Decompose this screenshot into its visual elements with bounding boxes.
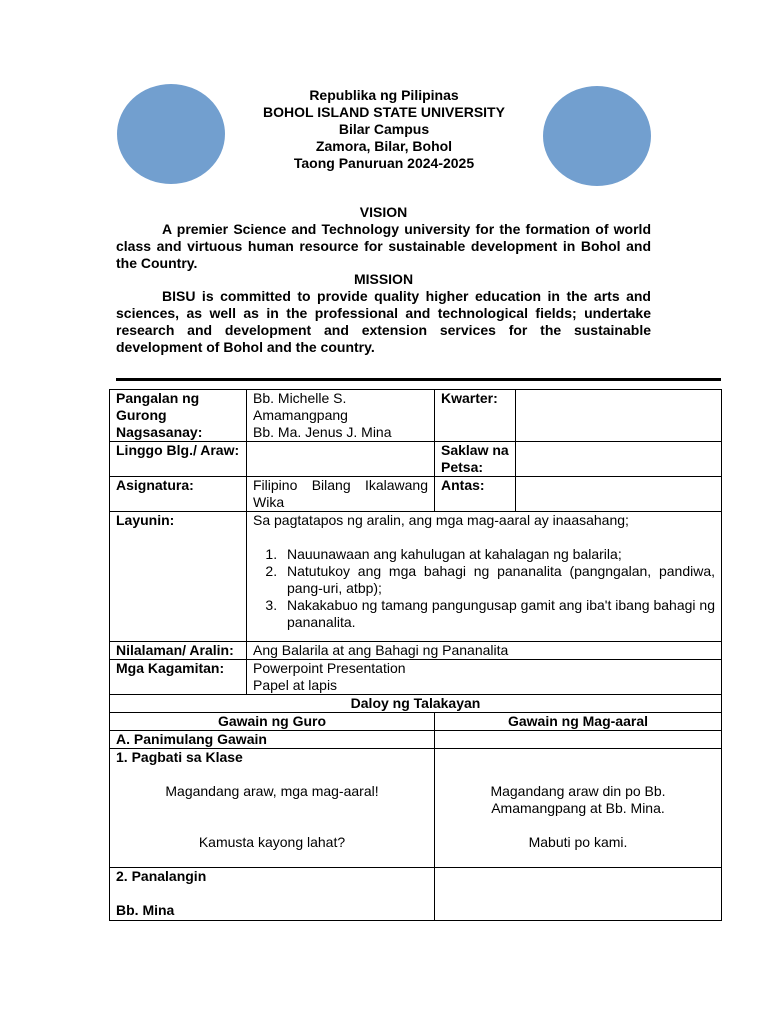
student-column-header: Gawain ng Mag-aaral (435, 713, 722, 731)
greeting-teacher-line: Kamusta kayong lahat? (198, 834, 346, 850)
table-row (110, 442, 722, 477)
mission-text: BISU is committed to provide quality higher education in the arts and sciences, as well as in the professional and technological fields; undertake research and development and extension services for the sustainable development of Bohol and the country. (116, 288, 651, 355)
table-row (110, 660, 722, 695)
materials-label: Mga Kagamitan: (110, 660, 247, 695)
greeting-teacher-line: Magandang araw, mga mag-aaral! (165, 783, 379, 799)
header-campus: Bilar Campus (338, 121, 430, 137)
materials-cell (247, 660, 722, 695)
table-row (110, 642, 722, 660)
objectives-list (253, 546, 715, 631)
header-university: BOHOL ISLAND STATE UNIVERSITY (263, 104, 505, 120)
teacher-label: Pangalan ng Gurong Nagsasanay: (110, 390, 247, 442)
teacher-name-1: Bb. Michelle S. Amamangpang (253, 390, 348, 423)
objectives-label: Layunin: (110, 512, 247, 642)
teacher-name-2: Bb. Ma. Jenus J. Mina (253, 424, 392, 440)
teacher-column-header: Gawain ng Guro (110, 713, 435, 731)
horizontal-divider (116, 378, 721, 381)
table-row (110, 477, 722, 512)
document-header (200, 87, 568, 172)
greeting-student-line: Magandang araw din po Bb. Amamangpang at Bb. Mina. (490, 783, 666, 816)
subject-label: Asignatura: (110, 477, 247, 512)
table-row (110, 713, 722, 731)
list-item: 2. Natutukoy ang mga bahagi ng pananalita (pangngalan, pandiwa, pang-uri, atbp); (281, 563, 715, 597)
mission-section (116, 271, 651, 356)
greeting-student-line: Mabuti po kami. (528, 834, 628, 850)
prayer-leader: Bb. Mina (116, 902, 175, 918)
subject-value: Filipino Bilang Ikalawang Wika (247, 477, 435, 512)
level-value (516, 477, 722, 512)
flow-title: Daloy ng Talakayan (110, 695, 722, 713)
vision-section (116, 204, 651, 272)
teacher-names (247, 390, 435, 442)
week-label: Linggo Blg./ Araw: (110, 442, 247, 477)
quarter-label: Kwarter: (435, 390, 516, 442)
part-a-title: A. Panimulang Gawain (110, 731, 435, 749)
table-row (110, 695, 722, 713)
table-row (110, 868, 722, 921)
vision-text: A premier Science and Technology university for the formation of world class and virtuous human resource for sustainable development in Bohol and the Country. (116, 221, 651, 271)
material-item: Powerpoint Presentation (253, 660, 406, 676)
date-label: Saklaw na Petsa: (435, 442, 516, 477)
objectives-intro: Sa pagtatapos ng aralin, ang mga mag-aaral ay inaasahang; (253, 512, 629, 528)
week-value (247, 442, 435, 477)
mission-title: MISSION (353, 271, 414, 287)
material-item: Papel at lapis (253, 677, 338, 693)
header-school-year: Taong Panuruan 2024-2025 (293, 155, 475, 171)
prayer-teacher-cell (110, 868, 435, 921)
table-row (110, 731, 722, 749)
level-label: Antas: (435, 477, 516, 512)
table-row (110, 390, 722, 442)
content-value: Ang Balarila at ang Bahagi ng Pananalita (247, 642, 722, 660)
greeting-student-cell (435, 749, 722, 868)
table-row (110, 512, 722, 642)
objectives-cell (247, 512, 722, 642)
prayer-title: 2. Panalangin (116, 868, 207, 884)
table-row (110, 749, 722, 868)
list-item: 3. Nakakabuo ng tamang pangungusap gamit ang iba't ibang bahagi ng pananalita. (281, 597, 715, 631)
header-republic: Republika ng Pilipinas (309, 87, 459, 103)
content-label: Nilalaman/ Aralin: (110, 642, 247, 660)
greeting-title: 1. Pagbati sa Klase (116, 749, 243, 765)
vision-title: VISION (359, 204, 408, 220)
header-address: Zamora, Bilar, Bohol (315, 138, 453, 154)
quarter-value (516, 390, 722, 442)
date-value (516, 442, 722, 477)
list-item: 1. Nauunawaan ang kahulugan at kahalagan ng balarila; (281, 546, 715, 563)
greeting-teacher-cell (110, 749, 435, 868)
lesson-plan-table (109, 389, 722, 921)
